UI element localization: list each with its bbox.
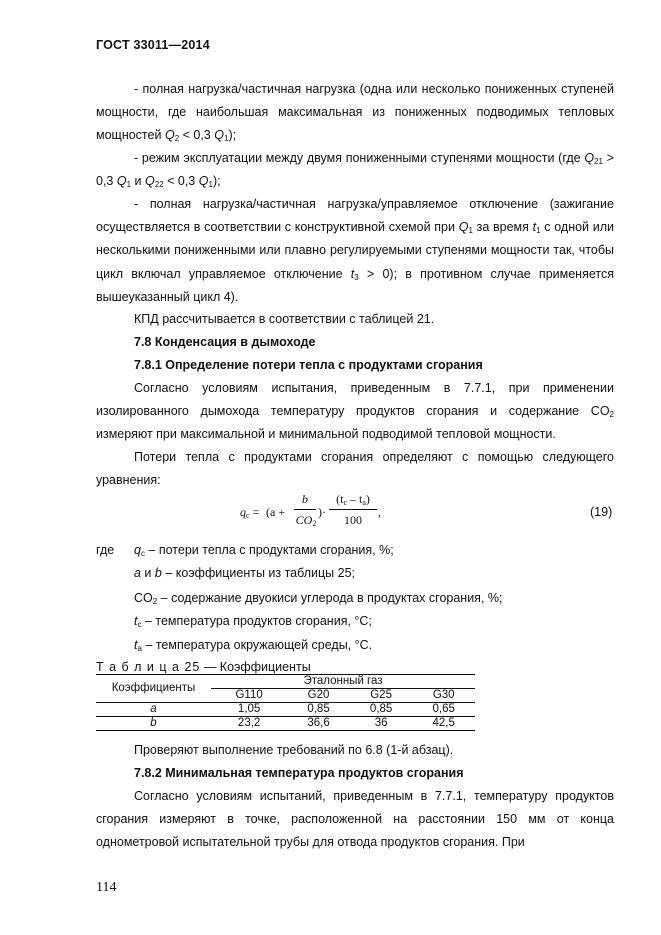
paragraph-min-temperature: Согласно условиям испытаний, приведенным в 7.7.1, температуру продуктов сгорания измеряют в точке, расположенной на расстоянии 150 мм от конца однометровой испытательной трубы для отвода продуктов сгорания. При [96, 789, 614, 850]
paragraph-heat-loss: Потери тепла с продуктами сгорания определяют с помощью следующего уравнения: [96, 450, 614, 488]
where-item-ab: a и b – коэффициенты из таблицы 25; [134, 566, 356, 580]
table-header-group: Эталонный газ [211, 675, 475, 689]
table-row: a 1,05 0,85 0,85 0,65 [96, 703, 475, 717]
paragraph-two-reduced-steps: - режим эксплуатации между двумя пониженными ступенями мощности (где $Q_{21} > 0,3$ $Q_1$ и $Q_{22} < 0,3$ $Q_1$); [96, 151, 614, 190]
table-header-g20: G20 [307, 689, 330, 701]
where-label: где [96, 543, 115, 557]
equation-heat-loss: $q_c$ = (a + b $CO_2$ )· $(t_c - t_a)$ 100 , [240, 492, 381, 528]
table-header-g110: G110 [235, 689, 263, 701]
table-header-g30: G30 [432, 689, 455, 701]
paragraph-check: Проверяют выполнение требований по 6.8 (1-й абзац). [134, 743, 454, 757]
where-item-co2: $CO_2$ – содержание двуокиси углерода в продуктах сгорания, %; [134, 591, 503, 606]
section-heading-7-8-1: 7.8.1 Определение потери тепла с продуктами сгорания [134, 358, 483, 372]
table-header-coefficients: Коэффициенты [96, 675, 211, 703]
table-row: b 23,2 36,6 36 42,5 [96, 717, 475, 731]
document-header: ГОСТ 33011—2014 [96, 38, 210, 52]
where-item-qc: $q_c$ – потери тепла с продуктами сгорания, %; [134, 543, 394, 558]
where-item-ta: $t_a$ – температура окружающей среды, °С. [134, 638, 373, 653]
page-number: 114 [96, 880, 117, 895]
table-caption: Т а б л и ц а 25 — Коэффициенты [96, 660, 311, 674]
coefficients-table [96, 674, 475, 731]
section-heading-7-8-2: 7.8.2 Минимальная температура продуктов сгорания [134, 766, 464, 780]
paragraph-efficiency: КПД рассчитывается в соответствии с таблицей 21. [134, 312, 435, 326]
paragraph-full-partial-load: - полная нагрузка/частичная нагрузка (одна или несколько пониженных ступеней мощности, где наибольшая максимальная из пониженных подводимых тепловых мощностей $Q_2 < 0,3$ $Q_1$); [96, 82, 614, 144]
equation-number: (19) [590, 505, 613, 519]
where-item-tc: $t_c$ – температура продуктов сгорания, °С; [134, 614, 372, 629]
paragraph-test-conditions: Согласно условиям испытания, приведенным в 7.7.1, при применении изолированного дымохода температуру продуктов сгорания и содержание $CO_2$ измеряют при максимальной и минимальной подводимой тепловой мощности. [96, 381, 614, 442]
table-header-g25: G25 [370, 689, 392, 701]
section-heading-7-8: 7.8 Конденсация в дымоходе [134, 335, 316, 349]
paragraph-controlled-shutdown: - полная нагрузка/частичная нагрузка/управляемое отключение (зажигание осуществляется в соответствии с конструктивной схемой при $Q_1$ за время $t_1$ с одной или несколькими пониженными или плавно регулируемыми ступенями мощности так, чтобы цикл включал управляемое отключение $t_3 > 0$); в противном случае применяется вышеуказанный цикл 4). [96, 197, 615, 304]
